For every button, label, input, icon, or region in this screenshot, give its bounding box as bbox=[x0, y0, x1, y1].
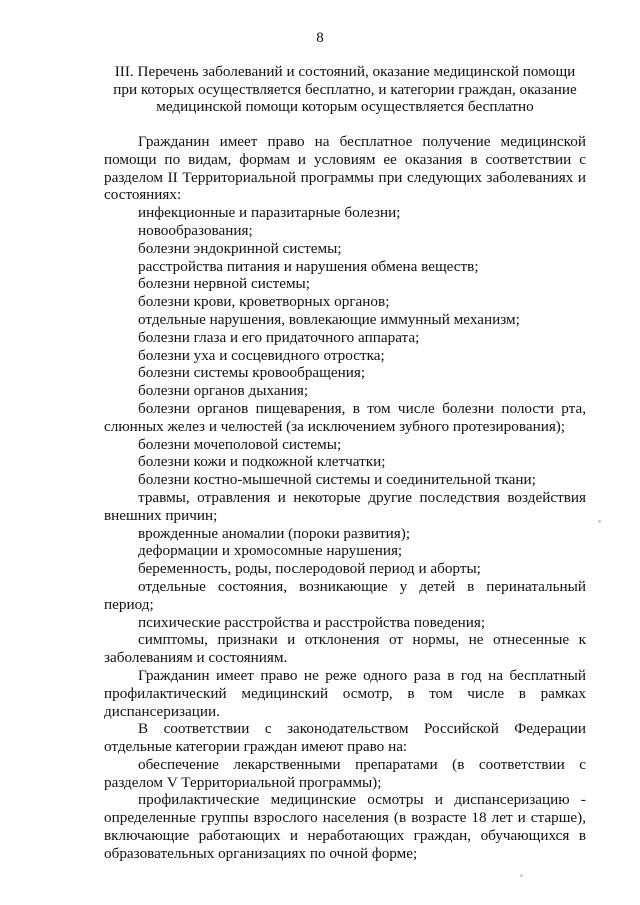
disease-item: инфекционные и паразитарные болезни; bbox=[138, 204, 401, 222]
category-list bbox=[104, 756, 586, 863]
disease-item: новообразования; bbox=[138, 221, 253, 239]
intro-paragraph: Гражданин имеет право на бесплатное получение медицинской помощи по видам, формам и условиям ее оказания в соответствии с разделом II Территориальной программы при следующих заболеваниях и состояниях: bbox=[104, 133, 586, 204]
page-number: 8 bbox=[316, 30, 324, 46]
disease-item: деформации и хромосомные нарушения; bbox=[138, 542, 403, 560]
category-item: профилактические медицинские осмотры и диспансеризацию - определенные группы взрослого населения (в возрасте 18 лет и старше), включающие работающих и неработающих граждан, обучающихся в образовательных организациях по очной форме; bbox=[104, 791, 586, 862]
disease-item: отдельные нарушения, вовлекающие иммунный механизм; bbox=[138, 310, 520, 328]
disease-item: болезни глаза и его придаточного аппарата; bbox=[138, 328, 420, 346]
categories-intro-paragraph: В соответствии с законодательством Российской Федерации отдельные категории граждан имеют право на: bbox=[104, 720, 586, 756]
disease-item: болезни уха и сосцевидного отростка; bbox=[138, 346, 385, 364]
document-body bbox=[104, 133, 586, 863]
disease-item: болезни мочеполовой системы; bbox=[138, 435, 342, 453]
disease-item: болезни органов дыхания; bbox=[138, 382, 309, 400]
disease-item: болезни эндокринной системы; bbox=[138, 239, 342, 257]
scan-speck bbox=[520, 874, 523, 877]
disease-item: болезни органов пищеварения, в том числе болезни полости рта, слюнных желез и челюстей (за исключением зубного протезирования); bbox=[104, 399, 586, 435]
disease-item: беременность, роды, послеродовой период и аборты; bbox=[138, 560, 481, 578]
disease-item: симптомы, признаки и отклонения от нормы, не отнесенные к заболеваниям и состояниям. bbox=[104, 631, 586, 667]
disease-item: болезни крови, кроветворных органов; bbox=[138, 293, 390, 311]
section-heading: III. Перечень заболеваний и состояний, оказание медицинской помощи при которых осуществляется бесплатно, и категории граждан, оказание медицинской помощи которым осуществляется бесплатно bbox=[113, 63, 577, 115]
disease-item: болезни костно-мышечной системы и соединительной ткани; bbox=[138, 471, 536, 489]
disease-item: отдельные состояния, возникающие у детей в перинатальный период; bbox=[104, 577, 586, 613]
disease-item: болезни системы кровообращения; bbox=[138, 364, 366, 382]
disease-item: травмы, отравления и некоторые другие последствия воздействия внешних причин; bbox=[104, 488, 586, 524]
scan-speck bbox=[598, 520, 601, 523]
disease-item: расстройства питания и нарушения обмена веществ; bbox=[138, 257, 479, 275]
checkup-paragraph: Гражданин имеет право не реже одного раза в год на бесплатный профилактический медицинский осмотр, в том числе в рамках диспансеризации. bbox=[104, 666, 586, 720]
disease-item: врожденные аномалии (пороки развития); bbox=[138, 524, 411, 542]
disease-item: болезни кожи и подкожной клетчатки; bbox=[138, 453, 386, 471]
disease-item: психические расстройства и расстройства поведения; bbox=[138, 613, 486, 631]
disease-item: болезни нервной системы; bbox=[138, 275, 310, 293]
disease-list bbox=[104, 204, 586, 667]
category-item: обеспечение лекарственными препаратами (в соответствии с разделом V Территориальной программы); bbox=[104, 755, 586, 791]
